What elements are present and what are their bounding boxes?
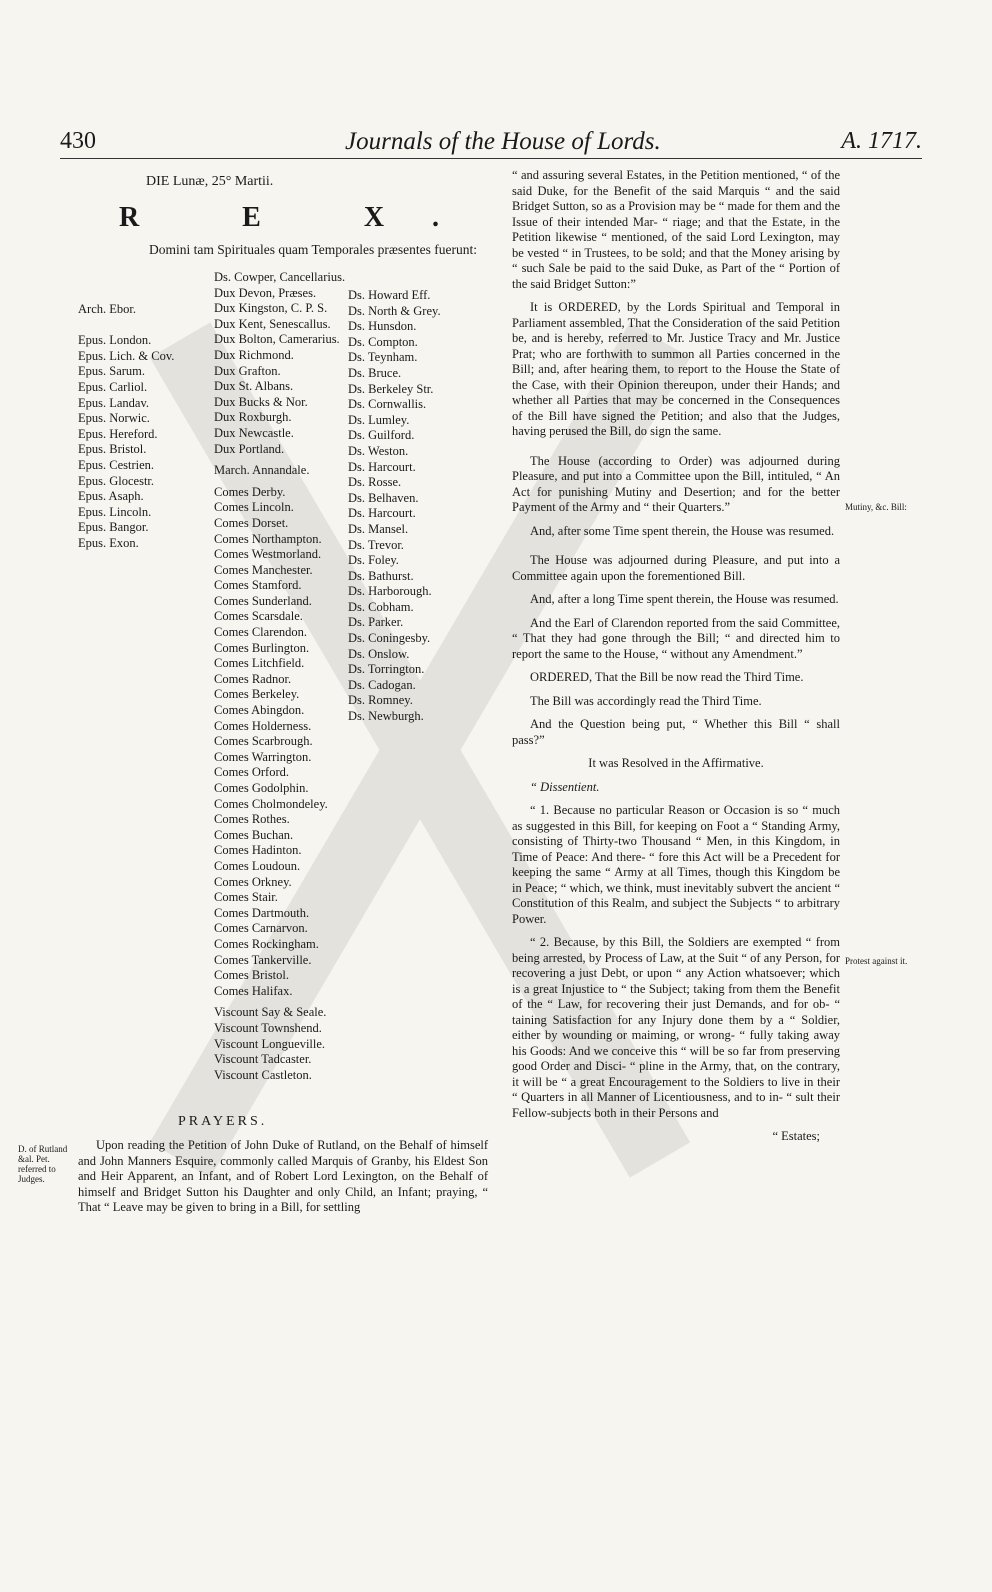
attendance-entry: Ds. Bruce.: [348, 365, 402, 380]
attendance-entry: Viscount Castleton.: [214, 1067, 312, 1082]
attendance-entry: Comes Stair.: [214, 890, 278, 905]
attendance-entry: Comes Godolphin.: [214, 781, 309, 795]
attendance-entry: Ds. Bathurst.: [348, 568, 414, 583]
prayers-title: PRAYERS.: [178, 1114, 268, 1129]
attendance-entry: Comes Stamford.: [214, 578, 302, 593]
attendance-entry: Dux Richmond.: [214, 347, 294, 362]
attendance-col-barons: [348, 288, 441, 725]
attendance-entry: Ds. Weston.: [348, 443, 409, 458]
sidenote-protest: Protest against it.: [845, 956, 908, 966]
attendance-entry: Ds. Romney.: [348, 693, 413, 708]
sidenote-rutland: D. of Rutland &al. Pet. referred to Judges.: [18, 1144, 68, 1184]
attendance-entry: Ds. Lumley.: [348, 412, 410, 427]
para-13: “ 1. Because no particular Reason or Occasion is so “ much as suggested in this Bill, for keeping on Foot a “ Standing Army, consisting of Thirty-two Thousand “ Men, in this Kingdom, in Time of Peace: And there- “ fore this Act will be a Precedent for keeping the same “ Army at all Times, though this Kingdom be in Peace; “ which, we think, must inevitably subvert the ancient “ Constitution of this Realm, and subject the Subjects “ to arbitrary Power.: [512, 803, 840, 926]
attendance-col-bishops: [78, 302, 174, 552]
attendance-entry: Ds. Teynham.: [348, 350, 418, 365]
right-column: [512, 168, 840, 1144]
attendance-entry: Epus. London.: [78, 333, 152, 348]
attendance-entry: Comes Buchan.: [214, 827, 294, 842]
para-6: And, after a long Time spent therein, the House was resumed.: [530, 592, 839, 606]
attendance-entry: Comes Orkney.: [214, 874, 292, 889]
attendance-entry: Epus. Exon.: [78, 535, 139, 550]
attendance-entry: March. Annandale.: [214, 463, 310, 478]
attendance-entry: Comes Bristol.: [214, 968, 290, 983]
attendance-entry: Comes Loudoun.: [214, 858, 301, 873]
attendance-entry: Comes Litchfield.: [214, 656, 305, 671]
attendance-entry: Epus. Norwic.: [78, 411, 150, 426]
attendance-entry: Comes Sunderland.: [214, 593, 312, 608]
attendance-entry: Ds. Berkeley Str.: [348, 381, 434, 396]
attendance-entry: Epus. Glocestr.: [78, 473, 155, 488]
para-2: It is ORDERED, by the Lords Spiritual and Temporal in Parliament assembled, That the Consideration of the said Petition be, and is hereby, referred to Mr. Justice Tracy and Mr. Justice Prat; who are forthwith to summon all Parties concerned in the Bill; and, after hearing them, to report to the House the State of the Case, with their Opinion thereupon, under their Hands; and whether all Parties that may be concerned in the Consequences of the Bill have signed the Petition; and also that the Judges, having perused the Bill, do sign the same.: [512, 300, 840, 438]
attendance-entry: Ds. Parker.: [348, 615, 404, 630]
attendance-entry: Comes Berkeley.: [214, 687, 300, 702]
para-3: The House (according to Order) was adjourned during Pleasure, and put into a Committee upon the Bill, intituled, “ An Act for punishing Mutiny and Desertion; and for the better Payment of the Army and “ their Quarters.”: [512, 453, 840, 514]
attendance-entry: Ds. Cobham.: [348, 599, 414, 614]
attendance-entry: Comes Cholmondeley.: [214, 796, 328, 811]
attendance-entry: Dux Kent, Senescallus.: [214, 316, 331, 331]
attendance-entry: Comes Lincoln.: [214, 500, 294, 515]
attendance-entry: Comes Westmorland.: [214, 547, 322, 562]
attendance-entry: Ds. Belhaven.: [348, 490, 419, 505]
attendance-entry: Comes Rockingham.: [214, 936, 319, 951]
attendance-entry: Comes Abingdon.: [214, 703, 305, 718]
attendance-entry: Epus. Landav.: [78, 395, 150, 410]
attendance-entry: Ds. Trevor.: [348, 537, 404, 552]
attendance-entry: Comes Carnarvon.: [214, 921, 308, 936]
attendance-entry: Dux Newcastle.: [214, 425, 294, 440]
attendance-entry: Comes Radnor.: [214, 671, 292, 686]
para-4: And, after some Time spent therein, the House was resumed.: [530, 523, 835, 538]
attendance-entry: Comes Hadinton.: [214, 843, 302, 858]
attendance-entry: Comes Burlington.: [214, 640, 310, 655]
attendance-entry: Arch. Ebor.: [78, 302, 136, 316]
para-1: “ and assuring several Estates, in the Petition mentioned, “ of the said Duke, for the Benefit of the said Marquis “ and the said Bridget Sutton, so as a Provision may be “ made for them and the Issue of their intended Mar- “ riage; and that the Estate, in the Petition likewise “ mentioned, of the said Lord Lexington, may be vested “ in Trustees, to be sold; and that the Money arising by “ such Sale be paid to the said Duke, as Part of the “ Portion of the said Bridget Sutton:”: [512, 168, 840, 291]
attendance-entry: Ds. Harcourt.: [348, 506, 416, 521]
attendance-entry: Ds. Foley.: [348, 553, 399, 568]
attendance-entry: Ds. Hunsdon.: [348, 319, 417, 334]
year: A. 1717.: [841, 128, 922, 154]
running-title: Journals of the House of Lords.: [345, 128, 661, 155]
attendance-entry: Ds. Onslow.: [348, 646, 410, 661]
attendance-entry: [78, 318, 174, 334]
attendance-entry: Ds. Harborough.: [348, 584, 432, 599]
attendance-entry: Comes Halifax.: [214, 983, 293, 998]
header-rule: [60, 158, 922, 159]
attendance-entry: Epus. Sarum.: [78, 364, 146, 379]
attendance-entry: Comes Warrington.: [214, 749, 312, 764]
catchword: “ Estates;: [772, 1129, 820, 1143]
para-10: And the Question being put, “ Whether this Bill “ shall pass?”: [512, 717, 840, 747]
attendance-entry: Ds. Compton.: [348, 334, 418, 349]
attendance-entry: Ds. Howard Eff.: [348, 288, 431, 302]
attendance-entry: Epus. Lincoln.: [78, 504, 152, 519]
attendance-entry: Comes Northampton.: [214, 531, 322, 546]
attendance-entry: Comes Dartmouth.: [214, 905, 310, 920]
attendance-entry: Dux St. Albans.: [214, 379, 294, 394]
attendance-entry: Ds. Coningesby.: [348, 631, 431, 646]
attendance-entry: Ds. Cadogan.: [348, 677, 416, 692]
attendance-entry: Comes Clarendon.: [214, 625, 308, 640]
attendance-entry: Epus. Hereford.: [78, 426, 158, 441]
rex-heading: R E X.: [118, 202, 488, 233]
attendance-entry: Ds. Cowper, Cancellarius.: [214, 270, 346, 284]
attendance-entry: Viscount Tadcaster.: [214, 1052, 312, 1067]
attendance-entry: Ds. Harcourt.: [348, 459, 416, 474]
page-number: 430: [60, 128, 96, 154]
attendance-entry: Comes Holderness.: [214, 718, 312, 733]
attendance-entry: Comes Dorset.: [214, 515, 289, 530]
attendance-entry: Ds. North & Grey.: [348, 303, 441, 318]
attendance-col-peers: [214, 270, 352, 1083]
attendance-entry: Comes Scarsdale.: [214, 609, 303, 624]
attendance-entry: Dux Kingston, C. P. S.: [214, 301, 328, 316]
attendance-entry: Comes Orford.: [214, 765, 289, 780]
sidenote-mutiny: Mutiny, &c. Bill:: [845, 502, 907, 512]
attendance-entry: Ds. Rosse.: [348, 475, 402, 490]
attendance-entry: Dux Bucks & Nor.: [214, 394, 308, 409]
attendance-entry: Dux Devon, Præses.: [214, 285, 317, 300]
attendance-entry: Dux Roxburgh.: [214, 410, 292, 425]
attendance-entry: Ds. Mansel.: [348, 521, 409, 536]
attendance-entry: Epus. Carliol.: [78, 379, 148, 394]
para-5: The House was adjourned during Pleasure, and put into a Committee again upon the forementioned Bill.: [512, 553, 840, 583]
attendance-entry: Epus. Lich. & Cov.: [78, 348, 175, 363]
para-12: “ Dissentient.: [530, 779, 600, 794]
attendance-entry: Comes Tankerville.: [214, 952, 312, 967]
attendance-entry: Ds. Newburgh.: [348, 709, 424, 724]
attendance-entry: Ds. Torrington.: [348, 662, 425, 677]
attendance-entry: Epus. Asaph.: [78, 489, 144, 504]
attendance-entry: Epus. Bristol.: [78, 442, 147, 457]
attendance-entry: Comes Rothes.: [214, 812, 290, 827]
attendance-entry: Epus. Cestrien.: [78, 457, 155, 472]
para-11: It was Resolved in the Affirmative.: [588, 756, 764, 770]
para-8: ORDERED, That the Bill be now read the Third Time.: [530, 670, 804, 684]
attendance-entry: Comes Scarbrough.: [214, 734, 313, 749]
attendance-entry: Viscount Longueville.: [214, 1036, 326, 1051]
attendance-entry: Comes Manchester.: [214, 562, 313, 577]
attendance-intro: Domini tam Spirituales quam Temporales præsentes fuerunt:: [149, 242, 477, 257]
attendance-entry: Viscount Townshend.: [214, 1020, 322, 1035]
attendance-entry: Dux Portland.: [214, 441, 285, 456]
para-14: “ 2. Because, by this Bill, the Soldiers are exempted “ from being arrested, by Process of Law, at the Suit “ of any Person, for recovering a just Debt, or upon “ any Action whatsoever; which is a great Injustice to “ the Subject; taking from them the Benefit of the “ Law, for recovering their just Demands, and for ob- “ taining Satisfaction for any Injury done them by a “ Soldier, either by wounding or maiming, or wrong- “ fully taking away his Goods: And we conceive this “ will be so far from preserving good Order and Disci- “ pline in the Army, that, on the contrary, it will be “ a great Encouragement to the Soldiers to live in their “ Quarters in all Manner of Licentiousness, and to in- “ sult their Fellow-subjects both in their Persons and: [512, 935, 840, 1120]
attendance-entry: Ds. Guilford.: [348, 428, 415, 443]
attendance-entry: Dux Bolton, Camerarius.: [214, 332, 340, 347]
attendance-entry: Dux Grafton.: [214, 363, 281, 378]
attendance-entry: Viscount Say & Seale.: [214, 1005, 327, 1020]
attendance-entry: Ds. Cornwallis.: [348, 397, 427, 412]
attendance-entry: Epus. Bangor.: [78, 520, 149, 535]
attendance-entry: Comes Derby.: [214, 484, 286, 499]
attendance-list: [78, 270, 488, 1100]
day-heading: DIE Lunæ, 25° Martii.: [146, 174, 274, 189]
left-column: [18, 168, 488, 1222]
para-7: And the Earl of Clarendon reported from the said Committee, “ That they had gone through the Bill; “ and directed him to report the same to the House, “ without any Amendment.”: [512, 615, 840, 661]
para-9: The Bill was accordingly read the Third Time.: [530, 693, 762, 708]
prayers-paragraph: Upon reading the Petition of John Duke of Rutland, on the Behalf of himself and John Manners Esquire, commonly called Marquis of Granby, his Eldest Son and Heir Apparent, an Infant, and of Robert Lord Lexington, on the Behalf of himself and Bridget Sutton his Daughter and only Child, an Infant; praying, “ That “ Leave may be given to bring in a Bill, for settling: [78, 1138, 488, 1214]
